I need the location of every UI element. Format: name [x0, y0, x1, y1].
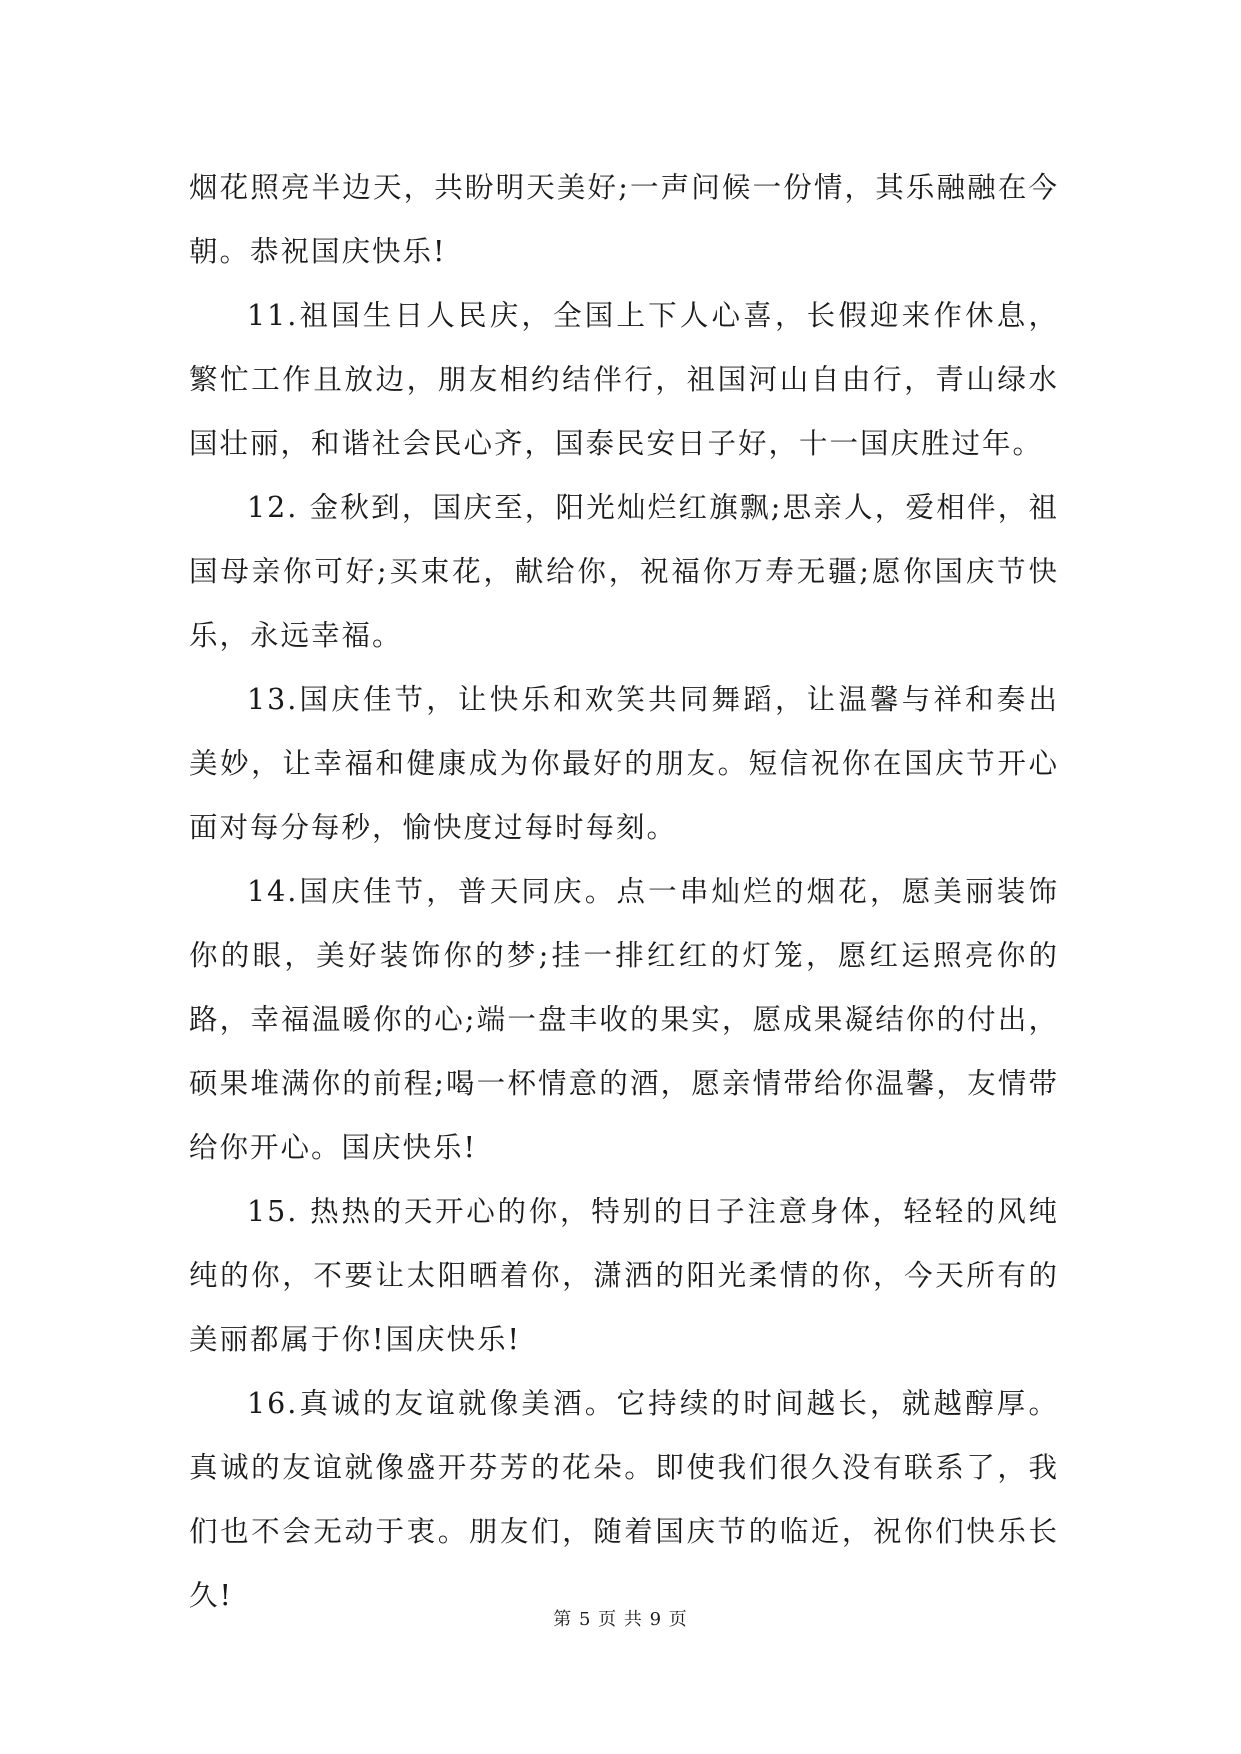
document-body	[189, 156, 1059, 1628]
paragraph-item-11: 11.祖国生日人民庆，全国上下人心喜，长假迎来作休息，繁忙工作且放边，朋友相约结伴行，祖国河山自由行，青山绿水国壮丽，和谐社会民心齐，国泰民安日子好，十一国庆胜过年。	[189, 299, 1059, 460]
paragraph-item-13: 13.国庆佳节，让快乐和欢笑共同舞蹈，让温馨与祥和奏出美妙，让幸福和健康成为你最好的朋友。短信祝你在国庆节开心面对每分每秒，愉快度过每时每刻。	[189, 683, 1059, 844]
paragraph-item-14: 14.国庆佳节，普天同庆。点一串灿烂的烟花，愿美丽装饰你的眼，美好装饰你的梦;挂一排红红的灯笼，愿红运照亮你的路，幸福温暖你的心;端一盘丰收的果实，愿成果凝结你的付出，硕果堆满你的前程;喝一杯情意的酒，愿亲情带给你温馨，友情带给你开心。国庆快乐!	[189, 875, 1059, 1164]
page-number-footer: 第 5 页 共 9 页	[553, 1609, 688, 1630]
paragraph-item-15: 15. 热热的天开心的你，特别的日子注意身体，轻轻的风纯纯的你，不要让太阳晒着你，潇洒的阳光柔情的你，今天所有的美丽都属于你!国庆快乐!	[189, 1195, 1059, 1356]
paragraph-item-12: 12. 金秋到，国庆至，阳光灿烂红旗飘;思亲人，爱相伴，祖国母亲你可好;买束花，献给你，祝福你万寿无疆;愿你国庆节快乐，永远幸福。	[189, 491, 1059, 652]
paragraph-continued: 烟花照亮半边天，共盼明天美好;一声问候一份情，其乐融融在今朝。恭祝国庆快乐!	[189, 171, 1059, 268]
paragraph-item-16: 16.真诚的友谊就像美酒。它持续的时间越长，就越醇厚。真诚的友谊就像盛开芬芳的花朵。即使我们很久没有联系了，我们也不会无动于衷。朋友们，随着国庆节的临近，祝你们快乐长久!	[189, 1387, 1059, 1612]
